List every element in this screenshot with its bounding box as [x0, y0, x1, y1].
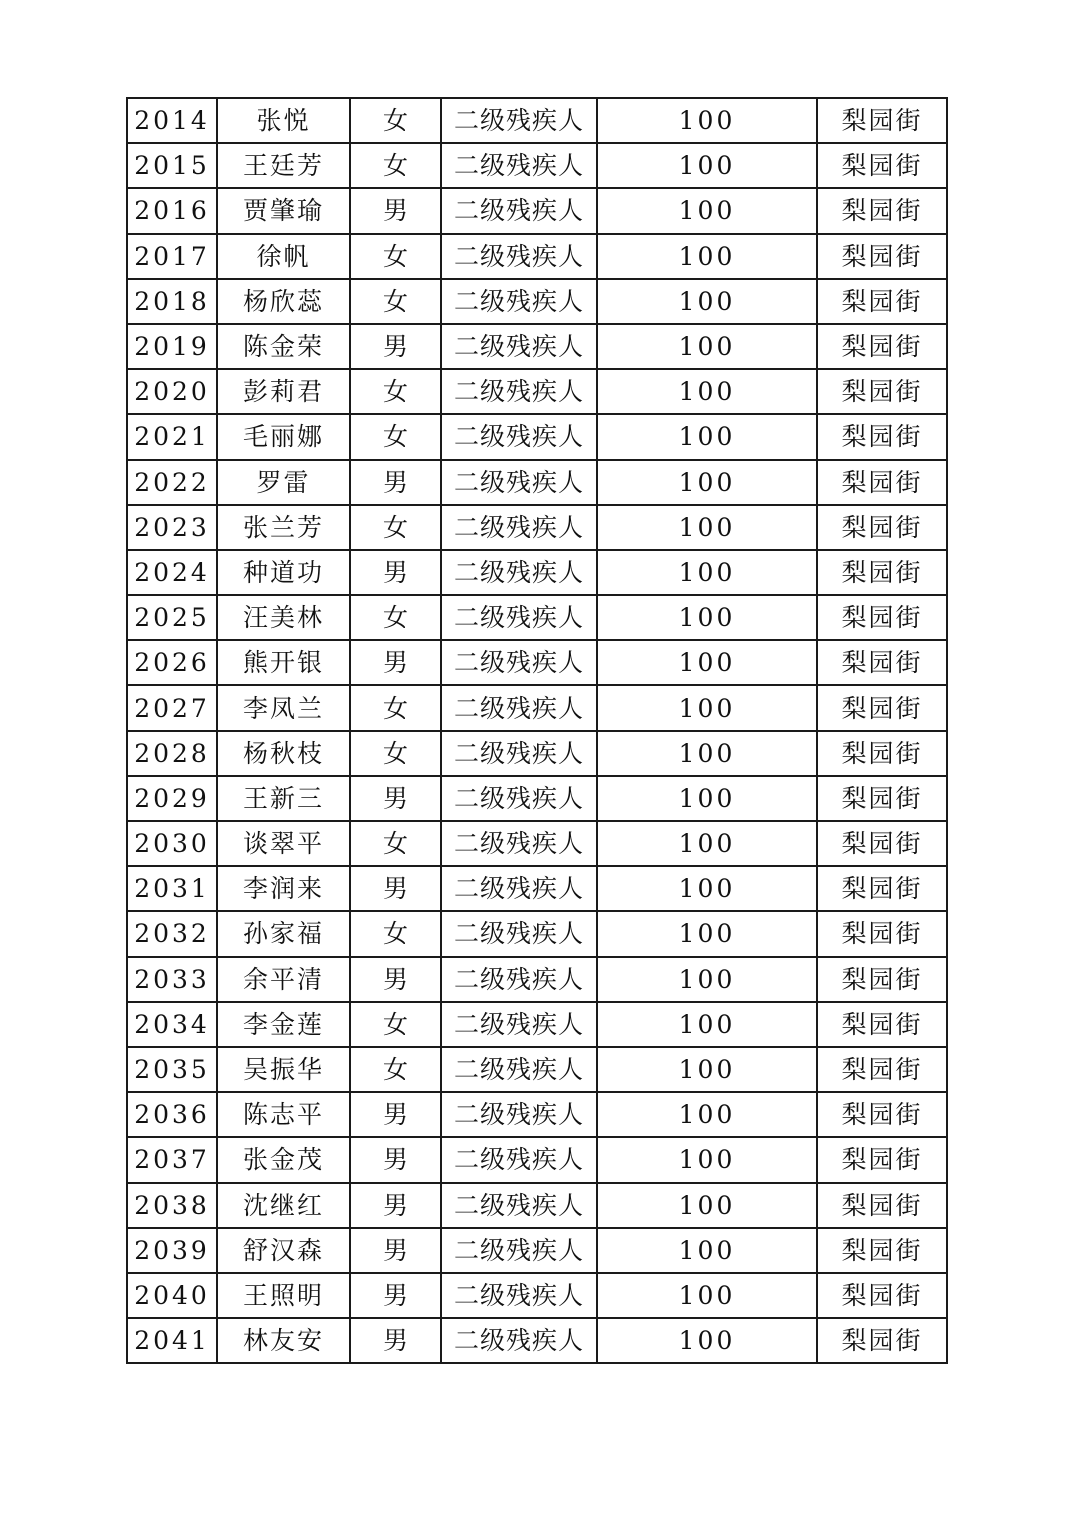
- gender-cell: 男: [350, 1228, 441, 1273]
- row-number-cell: 2023: [127, 505, 217, 550]
- gender-cell: 男: [350, 1183, 441, 1228]
- street-cell: 梨园街: [817, 821, 947, 866]
- disability-level-cell: 二级残疾人: [441, 143, 597, 188]
- street-cell: 梨园街: [817, 595, 947, 640]
- street-cell: 梨园街: [817, 911, 947, 956]
- gender-cell: 女: [350, 595, 441, 640]
- street-cell: 梨园街: [817, 866, 947, 911]
- amount-cell: 100: [597, 1137, 817, 1182]
- gender-cell: 男: [350, 1092, 441, 1137]
- amount-cell: 100: [597, 460, 817, 505]
- row-number-cell: 2040: [127, 1273, 217, 1318]
- table-row: [127, 1002, 947, 1047]
- table-row: [127, 414, 947, 459]
- row-number-cell: 2020: [127, 369, 217, 414]
- row-number-cell: 2031: [127, 866, 217, 911]
- disability-level-cell: 二级残疾人: [441, 414, 597, 459]
- street-cell: 梨园街: [817, 505, 947, 550]
- gender-cell: 男: [350, 324, 441, 369]
- row-number-cell: 2017: [127, 234, 217, 279]
- table-row: [127, 911, 947, 956]
- row-number-cell: 2032: [127, 911, 217, 956]
- amount-cell: 100: [597, 414, 817, 459]
- name-cell: 余平清: [217, 957, 350, 1002]
- row-number-cell: 2027: [127, 685, 217, 730]
- table-row: [127, 1092, 947, 1137]
- disability-level-cell: 二级残疾人: [441, 731, 597, 776]
- name-cell: 林友安: [217, 1318, 350, 1363]
- street-cell: 梨园街: [817, 188, 947, 233]
- row-number-cell: 2021: [127, 414, 217, 459]
- gender-cell: 女: [350, 369, 441, 414]
- row-number-cell: 2018: [127, 279, 217, 324]
- street-cell: 梨园街: [817, 369, 947, 414]
- street-cell: 梨园街: [817, 550, 947, 595]
- disability-level-cell: 二级残疾人: [441, 1047, 597, 1092]
- amount-cell: 100: [597, 957, 817, 1002]
- gender-cell: 男: [350, 776, 441, 821]
- disability-level-cell: 二级残疾人: [441, 505, 597, 550]
- amount-cell: 100: [597, 640, 817, 685]
- table-row: [127, 279, 947, 324]
- name-cell: 谈翠平: [217, 821, 350, 866]
- row-number-cell: 2038: [127, 1183, 217, 1228]
- disability-level-cell: 二级残疾人: [441, 324, 597, 369]
- row-number-cell: 2039: [127, 1228, 217, 1273]
- row-number-cell: 2014: [127, 98, 217, 143]
- name-cell: 李金莲: [217, 1002, 350, 1047]
- disability-level-cell: 二级残疾人: [441, 188, 597, 233]
- table-row: [127, 1137, 947, 1182]
- row-number-cell: 2019: [127, 324, 217, 369]
- row-number-cell: 2016: [127, 188, 217, 233]
- street-cell: 梨园街: [817, 1092, 947, 1137]
- amount-cell: 100: [597, 866, 817, 911]
- table-row: [127, 324, 947, 369]
- table-row: [127, 1047, 947, 1092]
- table-row: [127, 505, 947, 550]
- table-row: [127, 1273, 947, 1318]
- table-row: [127, 98, 947, 143]
- name-cell: 吴振华: [217, 1047, 350, 1092]
- name-cell: 贾肇瑜: [217, 188, 350, 233]
- disability-level-cell: 二级残疾人: [441, 1002, 597, 1047]
- amount-cell: 100: [597, 595, 817, 640]
- amount-cell: 100: [597, 911, 817, 956]
- name-cell: 王廷芳: [217, 143, 350, 188]
- disability-level-cell: 二级残疾人: [441, 234, 597, 279]
- gender-cell: 男: [350, 640, 441, 685]
- gender-cell: 男: [350, 460, 441, 505]
- disability-level-cell: 二级残疾人: [441, 98, 597, 143]
- disability-level-cell: 二级残疾人: [441, 595, 597, 640]
- disability-level-cell: 二级残疾人: [441, 1092, 597, 1137]
- name-cell: 罗雷: [217, 460, 350, 505]
- table-row: [127, 957, 947, 1002]
- disability-level-cell: 二级残疾人: [441, 1183, 597, 1228]
- name-cell: 种道功: [217, 550, 350, 595]
- gender-cell: 女: [350, 234, 441, 279]
- amount-cell: 100: [597, 1047, 817, 1092]
- row-number-cell: 2034: [127, 1002, 217, 1047]
- name-cell: 陈志平: [217, 1092, 350, 1137]
- disability-level-cell: 二级残疾人: [441, 957, 597, 1002]
- disability-level-cell: 二级残疾人: [441, 1228, 597, 1273]
- street-cell: 梨园街: [817, 98, 947, 143]
- row-number-cell: 2024: [127, 550, 217, 595]
- amount-cell: 100: [597, 1092, 817, 1137]
- street-cell: 梨园街: [817, 1273, 947, 1318]
- amount-cell: 100: [597, 369, 817, 414]
- table-row: [127, 685, 947, 730]
- name-cell: 熊开银: [217, 640, 350, 685]
- name-cell: 毛丽娜: [217, 414, 350, 459]
- disability-level-cell: 二级残疾人: [441, 866, 597, 911]
- name-cell: 张金茂: [217, 1137, 350, 1182]
- disability-level-cell: 二级残疾人: [441, 776, 597, 821]
- gender-cell: 男: [350, 1137, 441, 1182]
- street-cell: 梨园街: [817, 324, 947, 369]
- gender-cell: 女: [350, 505, 441, 550]
- street-cell: 梨园街: [817, 640, 947, 685]
- amount-cell: 100: [597, 1228, 817, 1273]
- name-cell: 陈金荣: [217, 324, 350, 369]
- table-row: [127, 595, 947, 640]
- gender-cell: 男: [350, 188, 441, 233]
- amount-cell: 100: [597, 550, 817, 595]
- amount-cell: 100: [597, 234, 817, 279]
- disability-level-cell: 二级残疾人: [441, 369, 597, 414]
- amount-cell: 100: [597, 776, 817, 821]
- street-cell: 梨园街: [817, 776, 947, 821]
- row-number-cell: 2037: [127, 1137, 217, 1182]
- street-cell: 梨园街: [817, 1228, 947, 1273]
- name-cell: 徐帆: [217, 234, 350, 279]
- amount-cell: 100: [597, 1183, 817, 1228]
- disability-level-cell: 二级残疾人: [441, 685, 597, 730]
- table-row: [127, 460, 947, 505]
- table-row: [127, 369, 947, 414]
- amount-cell: 100: [597, 1002, 817, 1047]
- gender-cell: 女: [350, 98, 441, 143]
- disability-level-cell: 二级残疾人: [441, 460, 597, 505]
- gender-cell: 女: [350, 821, 441, 866]
- roster-table: [126, 97, 948, 1364]
- gender-cell: 女: [350, 685, 441, 730]
- table-row: [127, 640, 947, 685]
- disability-level-cell: 二级残疾人: [441, 1318, 597, 1363]
- gender-cell: 女: [350, 1002, 441, 1047]
- table-row: [127, 143, 947, 188]
- table-row: [127, 776, 947, 821]
- table-row: [127, 1318, 947, 1363]
- street-cell: 梨园街: [817, 957, 947, 1002]
- disability-level-cell: 二级残疾人: [441, 821, 597, 866]
- gender-cell: 女: [350, 279, 441, 324]
- row-number-cell: 2036: [127, 1092, 217, 1137]
- row-number-cell: 2015: [127, 143, 217, 188]
- table-row: [127, 1183, 947, 1228]
- row-number-cell: 2026: [127, 640, 217, 685]
- street-cell: 梨园街: [817, 143, 947, 188]
- disability-level-cell: 二级残疾人: [441, 279, 597, 324]
- gender-cell: 男: [350, 866, 441, 911]
- disability-level-cell: 二级残疾人: [441, 550, 597, 595]
- disability-level-cell: 二级残疾人: [441, 640, 597, 685]
- table-row: [127, 731, 947, 776]
- street-cell: 梨园街: [817, 460, 947, 505]
- row-number-cell: 2030: [127, 821, 217, 866]
- row-number-cell: 2029: [127, 776, 217, 821]
- name-cell: 杨欣蕊: [217, 279, 350, 324]
- street-cell: 梨园街: [817, 731, 947, 776]
- gender-cell: 女: [350, 414, 441, 459]
- name-cell: 王照明: [217, 1273, 350, 1318]
- name-cell: 彭莉君: [217, 369, 350, 414]
- name-cell: 杨秋枝: [217, 731, 350, 776]
- table-row: [127, 188, 947, 233]
- amount-cell: 100: [597, 1318, 817, 1363]
- amount-cell: 100: [597, 143, 817, 188]
- disability-level-cell: 二级残疾人: [441, 1273, 597, 1318]
- street-cell: 梨园街: [817, 414, 947, 459]
- name-cell: 李凤兰: [217, 685, 350, 730]
- name-cell: 李润来: [217, 866, 350, 911]
- table-row: [127, 821, 947, 866]
- street-cell: 梨园街: [817, 1183, 947, 1228]
- table-row: [127, 1228, 947, 1273]
- disability-level-cell: 二级残疾人: [441, 1137, 597, 1182]
- street-cell: 梨园街: [817, 1318, 947, 1363]
- name-cell: 王新三: [217, 776, 350, 821]
- gender-cell: 男: [350, 1318, 441, 1363]
- street-cell: 梨园街: [817, 234, 947, 279]
- street-cell: 梨园街: [817, 1047, 947, 1092]
- name-cell: 汪美林: [217, 595, 350, 640]
- row-number-cell: 2035: [127, 1047, 217, 1092]
- table-row: [127, 550, 947, 595]
- gender-cell: 男: [350, 957, 441, 1002]
- street-cell: 梨园街: [817, 1137, 947, 1182]
- street-cell: 梨园街: [817, 1002, 947, 1047]
- disability-level-cell: 二级残疾人: [441, 911, 597, 956]
- amount-cell: 100: [597, 685, 817, 730]
- gender-cell: 女: [350, 911, 441, 956]
- amount-cell: 100: [597, 188, 817, 233]
- amount-cell: 100: [597, 98, 817, 143]
- row-number-cell: 2022: [127, 460, 217, 505]
- name-cell: 沈继红: [217, 1183, 350, 1228]
- table-row: [127, 866, 947, 911]
- gender-cell: 男: [350, 550, 441, 595]
- name-cell: 张悦: [217, 98, 350, 143]
- name-cell: 舒汉森: [217, 1228, 350, 1273]
- amount-cell: 100: [597, 324, 817, 369]
- amount-cell: 100: [597, 505, 817, 550]
- row-number-cell: 2033: [127, 957, 217, 1002]
- name-cell: 张兰芳: [217, 505, 350, 550]
- gender-cell: 女: [350, 1047, 441, 1092]
- row-number-cell: 2041: [127, 1318, 217, 1363]
- amount-cell: 100: [597, 1273, 817, 1318]
- amount-cell: 100: [597, 731, 817, 776]
- gender-cell: 男: [350, 1273, 441, 1318]
- row-number-cell: 2025: [127, 595, 217, 640]
- row-number-cell: 2028: [127, 731, 217, 776]
- gender-cell: 女: [350, 731, 441, 776]
- street-cell: 梨园街: [817, 685, 947, 730]
- name-cell: 孙家福: [217, 911, 350, 956]
- amount-cell: 100: [597, 279, 817, 324]
- gender-cell: 女: [350, 143, 441, 188]
- roster-table-body: [127, 98, 947, 1363]
- table-row: [127, 234, 947, 279]
- street-cell: 梨园街: [817, 279, 947, 324]
- amount-cell: 100: [597, 821, 817, 866]
